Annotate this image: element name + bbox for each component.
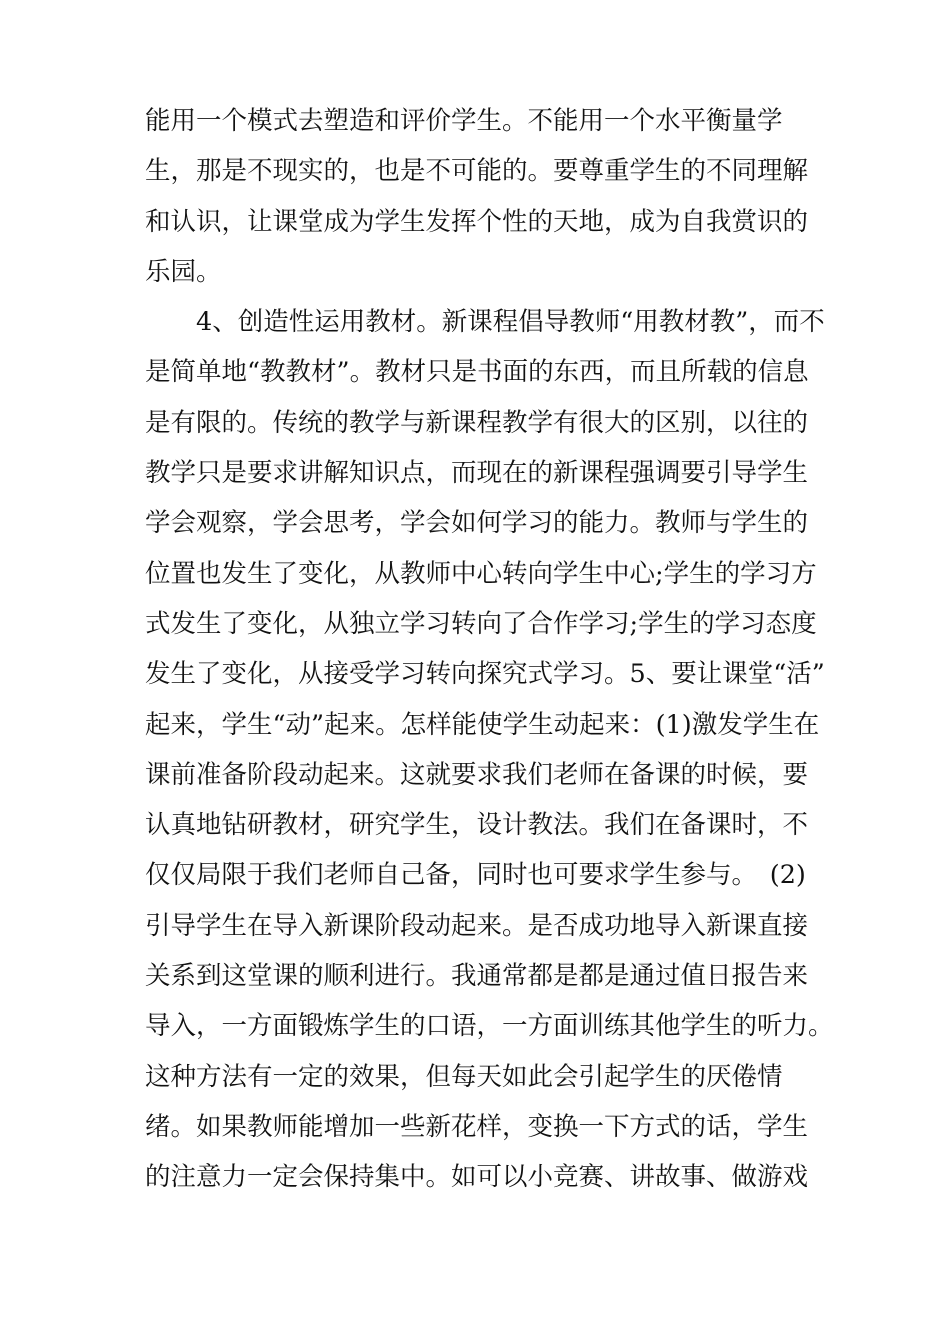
text-line-3: 和认识，让课堂成为学生发挥个性的天地，成为自我赏识的 bbox=[145, 206, 809, 237]
text-line-11: 式发生了变化，从独立学习转向了合作学习;学生的学习态度 bbox=[145, 608, 817, 639]
text-line-16: 仅仅局限于我们老师自己备，同时也可要求学生参与。 (2) bbox=[145, 860, 806, 891]
text-line-1: 能用一个模式去塑造和评价学生。不能用一个水平衡量学 bbox=[145, 106, 783, 136]
text-line-5: 4、创造性运用教材。新课程倡导教师“用教材教”，而不 bbox=[145, 307, 825, 338]
text-line-18: 关系到这堂课的顺利进行。我通常都是都是通过值日报告来 bbox=[145, 961, 809, 992]
text-line-10: 位置也发生了变化，从教师中心转向学生中心;学生的学习方 bbox=[145, 558, 817, 589]
text-line-8: 教学只是要求讲解知识点，而现在的新课程强调要引导学生 bbox=[145, 458, 809, 489]
text-line-9: 学会观察，学会思考，学会如何学习的能力。教师与学生的 bbox=[145, 508, 809, 539]
body-text bbox=[145, 96, 834, 1203]
text-line-6: 是简单地“教教材”。教材只是书面的东西，而且所载的信息 bbox=[145, 357, 809, 388]
text-line-13: 起来，学生“动”起来。怎样能使学生动起来：(1)激发学生在 bbox=[145, 709, 820, 740]
text-line-12: 发生了变化，从接受学习转向探究式学习。5、要让课堂“活” bbox=[145, 659, 825, 690]
text-line-21: 绪。如果教师能增加一些新花样，变换一下方式的话，学生 bbox=[145, 1111, 809, 1142]
text-line-7: 是有限的。传统的教学与新课程教学有很大的区别，以往的 bbox=[145, 407, 809, 438]
text-line-4: 乐园。 bbox=[145, 256, 222, 287]
text-line-15: 认真地钻研教材，研究学生，设计教法。我们在备课时，不 bbox=[145, 810, 809, 841]
text-line-22: 的注意力一定会保持集中。如可以小竞赛、讲故事、做游戏 bbox=[145, 1162, 809, 1193]
text-line-19: 导入，一方面锻炼学生的口语，一方面训练其他学生的听力。 bbox=[145, 1011, 834, 1042]
text-line-17: 引导学生在导入新课阶段动起来。是否成功地导入新课直接 bbox=[145, 910, 809, 941]
text-line-14: 课前准备阶段动起来。这就要求我们老师在备课的时候，要 bbox=[145, 759, 809, 790]
text-line-20: 这种方法有一定的效果，但每天如此会引起学生的厌倦情 bbox=[145, 1061, 783, 1092]
text-line-2: 生，那是不现实的，也是不可能的。要尊重学生的不同理解 bbox=[145, 156, 809, 187]
